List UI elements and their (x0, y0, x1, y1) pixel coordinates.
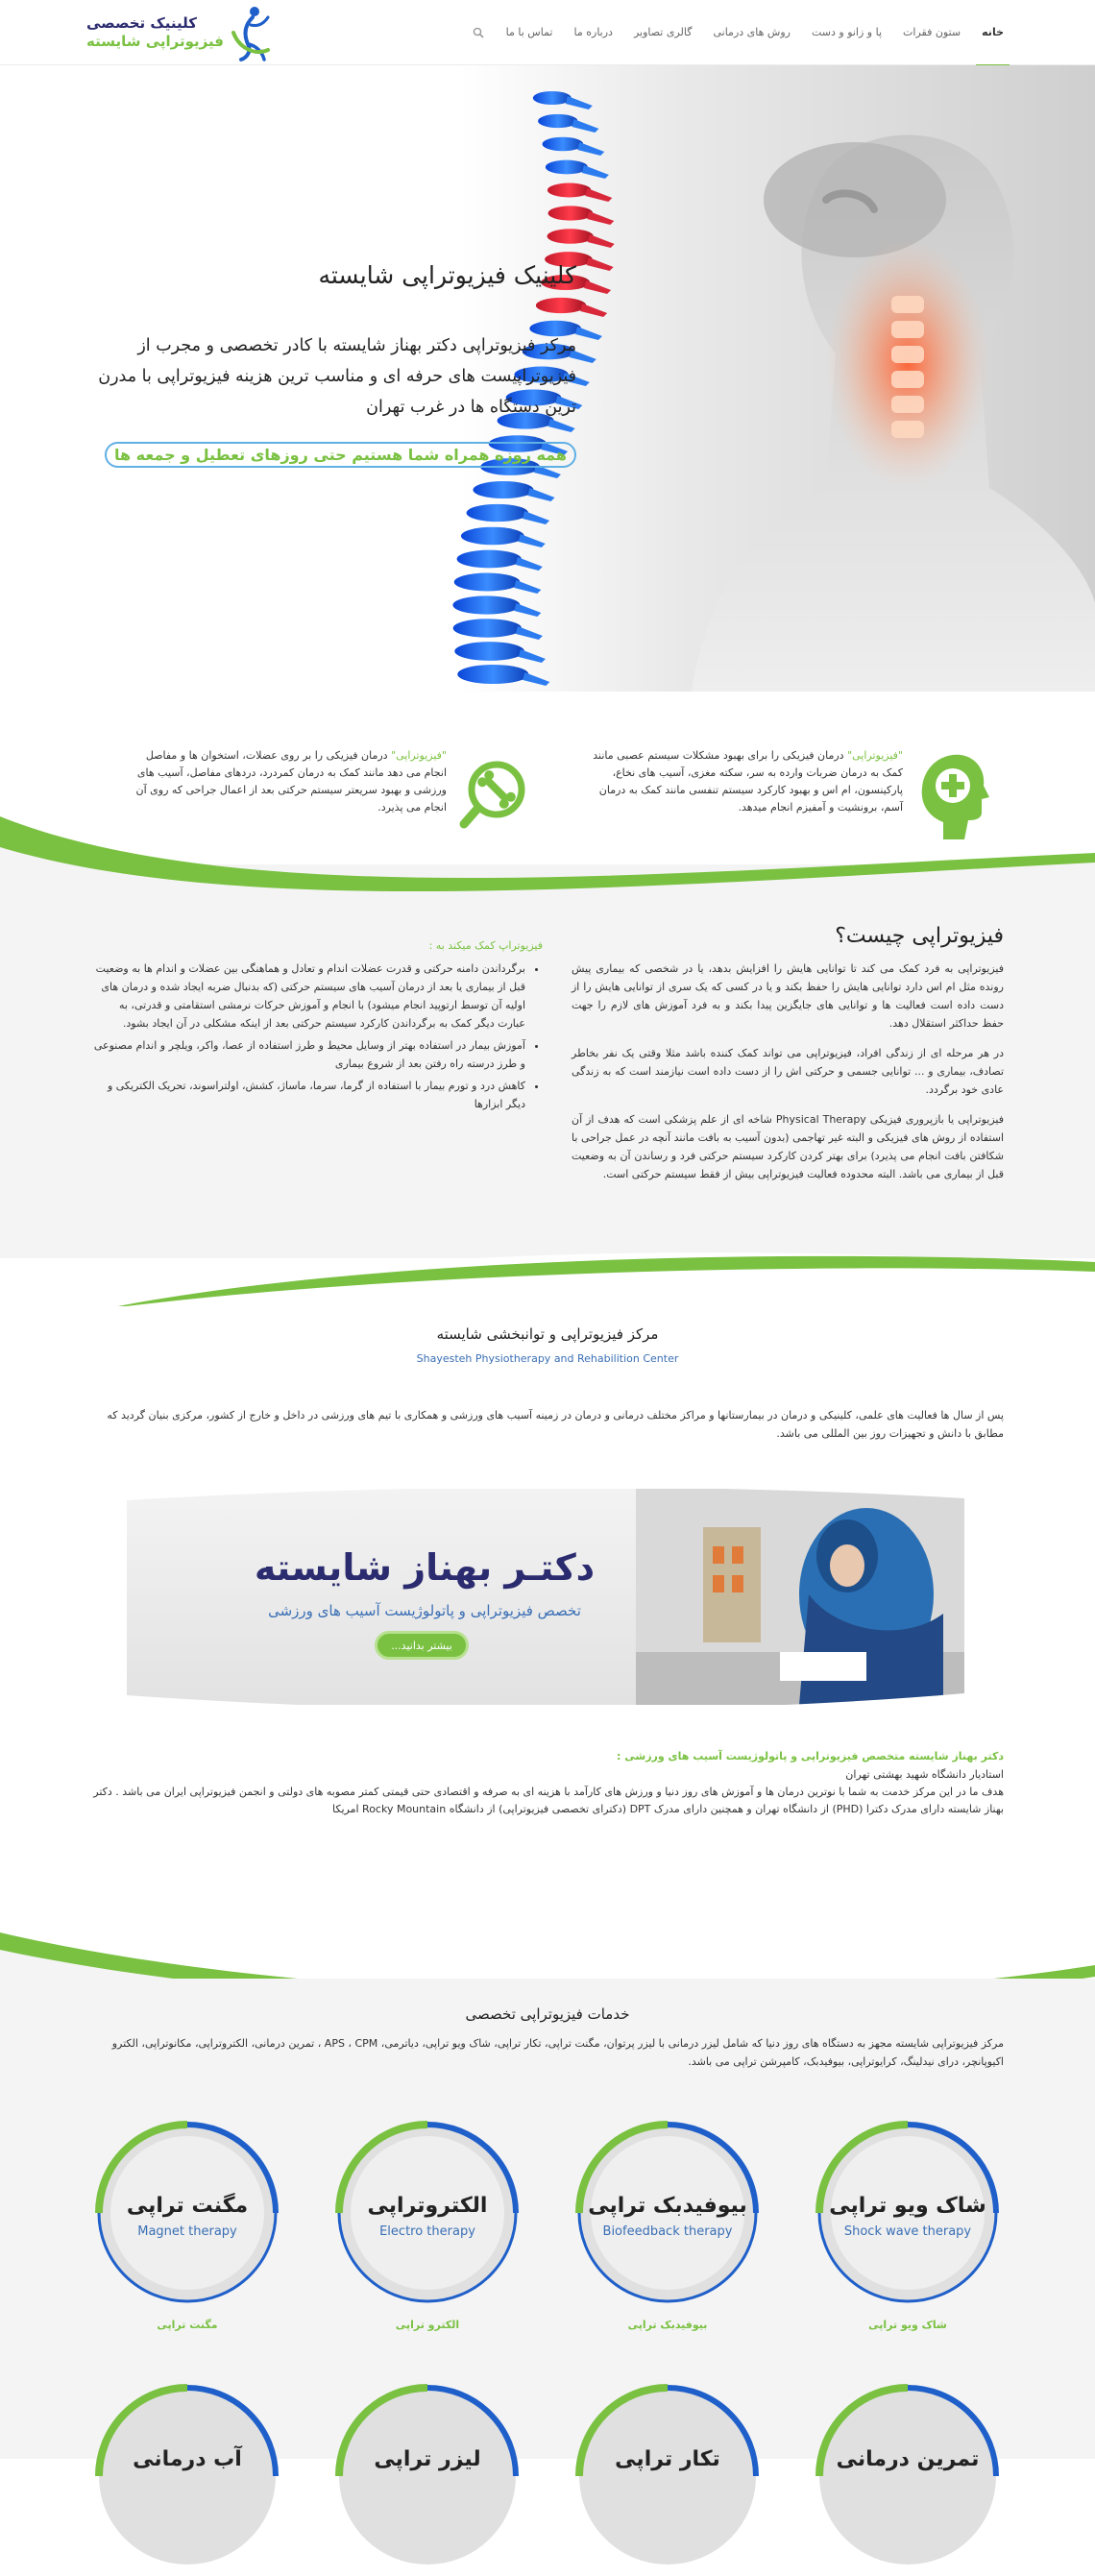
center-description: پس از سال ها فعالیت های علمی، کلینیکی و درمان در بیمارستانها و مراکز مختلف درمانی و درمان در زمینه آسیب های ورزشی و همکاری با تیم های ورزشی در داخل و خارج از کشور، مرکزی بنیان گردید که مطابق با دانش و تجهیزات روز بین المللی می باشد. (107, 1409, 1004, 1440)
helps-list-item: • کاهش درد و تورم بیمار با استفاده از گرما، سرما، ماساژ، کشش، اولتراسوند، تحریک الکتریکی و دیگر ابزارها (91, 1077, 525, 1113)
service-shock-wave (812, 2117, 1004, 2338)
main-nav (472, 0, 1004, 65)
doctor-banner[interactable] (127, 1489, 964, 1705)
service-title: مگنت تراپی (126, 2194, 249, 2218)
service-subtitle: Magnet therapy (137, 2224, 237, 2239)
service-circle[interactable] (812, 2117, 1004, 2309)
what-is-paragraph: فیزیوتراپی به فرد کمک می کند تا توانایی هایش را افزایش بدهد، یا در شخصی که بیماری پیش رونده مثل ام اس دارد توانایی هایش را حفظ بکند و یا در کسی که یک سری از توانایی هایش را از دست داده است فعالیت ها و توانایی های جایگزین پیدا بکند و به فرد آموزش های لازم را جهت حفظ حداکثر استقلال دهد. (572, 962, 1004, 1030)
what-is-physiotherapy-section (0, 864, 1095, 1258)
search-icon[interactable] (472, 26, 485, 39)
site-logo[interactable] (86, 4, 272, 61)
helps-title: فیزیوتراپ کمک میکند به : (428, 939, 543, 952)
hero-open-days-badge[interactable]: همه روزه همراه شما هستیم حتی روزهای تعطیل و جمعه ها (105, 442, 576, 468)
hero-section (0, 65, 1095, 692)
nav-contact[interactable]: تماس با ما (505, 26, 553, 38)
hero-title: کلینیک فیزیوتراپی شایسته (318, 261, 576, 289)
service-title: بیوفیدبک تراپی (588, 2194, 747, 2218)
service-circle-row2[interactable] (572, 2380, 764, 2572)
service-circle[interactable] (572, 2117, 764, 2309)
feature-2-highlight: "فیزیوتراپی" (391, 749, 447, 762)
center-title: مرکز فیزیوتراپی و توانبخشی شایسته (436, 1325, 659, 1343)
service-title: لیزر تراپی (374, 2447, 481, 2471)
service-electro (331, 2117, 523, 2338)
runner-logo-icon (230, 4, 272, 61)
helps-list (91, 960, 543, 1113)
helps-list-item: • آموزش بیمار در استفاده بهتر از وسایل محیط و طرز استفاده از عصا، واکر، ویلچر و اندام مصنوعی و طرز درسته راه رفتن بعد از شروع بیماری (91, 1036, 525, 1073)
service-subtitle: Biofeedback therapy (602, 2224, 733, 2239)
center-subtitle: Shayesteh Physiotherapy and Rehabilition Center (416, 1352, 679, 1365)
service-caption-link[interactable]: شاک ویو تراپی (868, 2319, 947, 2331)
center-intro-section (0, 1306, 1095, 1969)
service-caption-link[interactable]: الکترو تراپی (395, 2319, 460, 2331)
feature-1-text: درمان فیزیکی را برای بهبود مشکلات سیستم عصبی مانند کمک به درمان ضربات وارده به سر، سکته مغزی، آسیب های نخاع، پارکینسون، ام اس و بهبود کارکرد سیستم تنفسی مانند کمک به درمان آسم، برونشیت و آمفیزم انجام میدهد. (593, 749, 903, 814)
nav-gallery[interactable]: گالری تصاویر (633, 26, 693, 38)
bio-line: هدف ما در این مرکز خدمت به شما با نوترین درمان ها و آموزش های روز دنیا و ورزش های کارآمد با هزینه ای به صرفه و اقتصادی حتی قیمتی کمتر مصوبه های دولتی و انجمن فیزیوتراپی ایران می باشد . دکتر بهناز شایسته دارای مدرک دکترا (PHD) از دانشگاه تهران و همچنین دارای مدرک DPT (دکترای تخصصی فیزیوتراپی) از دانشگاه Rocky Mountain امریکا (93, 1786, 1004, 1815)
learn-more-button[interactable]: بیشتر بدانید... (375, 1631, 469, 1660)
service-title: تکار تراپی (615, 2447, 720, 2471)
service-caption-link[interactable]: مگنت تراپی (157, 2319, 218, 2331)
nav-leg-knee-hand[interactable]: پا و زانو و دست (811, 26, 883, 38)
service-circle-row2[interactable] (331, 2380, 523, 2572)
service-circle[interactable] (91, 2117, 283, 2309)
hero-description: مرکز فیزیوتراپی دکتر بهناز شایسته با کادر تخصصی و مجرب از فیزیوتراپیست های حرفه ای و مناسب ترین هزینه فیزیوتراپی با مدرن ترین دستگاه ها در غرب تهران (98, 336, 576, 417)
nav-about[interactable]: درباره ما (573, 26, 613, 38)
nav-treatments[interactable]: روش های درمانی (713, 26, 791, 38)
service-subtitle: Shock wave therapy (843, 2224, 972, 2239)
feature-1-highlight: "فیزیوتراپی" (847, 749, 903, 762)
logo-subtitle: فیزیوتراپی شایسته (86, 32, 224, 50)
feature-2-text: درمان فیزیکی را بر روی عضلات، استخوان ها و مفاصل انجام می دهد مانند کمک به درمان کمردرد، دردهای مفاصل، آسیب های ورزشی و بهبود سریعتر سیستم حرکتی بعد از اعمال جراحی که روی آن انجام می پذیرد. (135, 749, 447, 814)
what-is-title: فیزیوتراپی چیست؟ (835, 924, 1004, 948)
service-title: آب درمانی (133, 2447, 242, 2471)
service-magnet (91, 2117, 283, 2338)
services-description: مرکز فیزیوتراپی شایسته مجهز به دستگاه های روز دنیا که شامل لیزر درمانی با لیزر پرتوان، مگنت تراپی، تکار تراپی، شاک ویو تراپی، دیاترمی، APS ، CPM ، تمرین درمانی، الکتروتراپی، مکانوتراپی، الکترو اکیوپانچر، درای نیدلینگ، کرایوتراپی، بیوفیدبک، کامپرشن تراپی می باشد. (111, 2037, 1004, 2068)
banner-doctor-name: دکتـر بهناز شایسته (254, 1546, 596, 1589)
bio-title: دکتر بهناز شایسته متخصص فیزیوتراپی و پاتولوژیست آسیب های ورزشی : (617, 1750, 1004, 1762)
neck-pain-image (634, 65, 1095, 692)
services-section (0, 1979, 1095, 2471)
doctor-bio (91, 1750, 1004, 1818)
services-title: خدمات فیزیوتراپی تخصصی (465, 2005, 630, 2023)
service-title: شاک ویو تراپی (829, 2194, 986, 2218)
service-circle-row2[interactable] (812, 2380, 1004, 2572)
green-wave-divider (0, 788, 1095, 903)
service-circle[interactable] (331, 2117, 523, 2309)
what-is-paragraph: فیزیوتراپی یا بازپروری فیزیکی Physical Therapy شاخه ای از علم پزشکی است که هدف از آن استفاده از روش های فیزیکی و البته غیر تهاجمی (بدون آسیب به بافت مانند آنچه در عمل جراحی با شکافتن بافت انجام می پذیرد) برای بهتر کردن کارکرد سیستم حرکتی فرد و رساندن آن به وضعیت قبل از بیماری می باشد. البته محدوده فعالیت فیزیوتراپی بیش از فقط سیستم حرکتی است. (572, 1113, 1004, 1180)
banner-specialty: تخصص فیزیوتراپی و پاتولوژیست آسیب های ورزشی (268, 1602, 581, 1619)
logo-title: کلینیک تخصصی (86, 13, 197, 32)
nav-spine[interactable]: ستون فقرات (903, 26, 961, 38)
service-biofeedback (572, 2117, 764, 2338)
site-header (0, 0, 1095, 65)
nav-home[interactable]: خانه (982, 0, 1004, 65)
bio-line: استادیار دانشگاه شهید بهشتی تهران (845, 1768, 1004, 1781)
service-circle-row2[interactable] (91, 2380, 283, 2572)
service-title: تمرین درمانی (836, 2447, 980, 2471)
service-title: الکتروتراپی (367, 2194, 488, 2218)
what-is-paragraph: در هر مرحله ای از زندگی افراد، فیزیوتراپی می تواند کمک کننده باشد مثلا وقتی یک نفر بخاطر تصادف، بیماری و ... توانایی جسمی و حرکتی اش را از دست داده است نیازمند است که به زندگی عادی خود برگردد. (572, 1047, 1004, 1096)
service-subtitle: Electro therapy (379, 2224, 475, 2239)
helps-list-item: • برگرداندن دامنه حرکتی و قدرت عضلات اندام و تعادل و هماهنگی بین عضلات و اندام ها به وضعیت قبل از بیماری یا بعد از درمان آسیب های سیستم حرکتی (که بدنبال ضربه ایجاد شده و درمان های اولیه آن توسط ارتوپید انجام میشود) با انجام و آموزش حرکات نرمشی استقامتی و قدرتی، به عبارت دیگر کمک به برگرداندن کارکرد سیستم حرکتی بعد از اینکه مشکلی در آن ایجاد بشود. (91, 960, 525, 1033)
service-caption-link[interactable]: بیوفیدبک تراپی (627, 2319, 708, 2331)
banner-curve (127, 1489, 964, 1705)
